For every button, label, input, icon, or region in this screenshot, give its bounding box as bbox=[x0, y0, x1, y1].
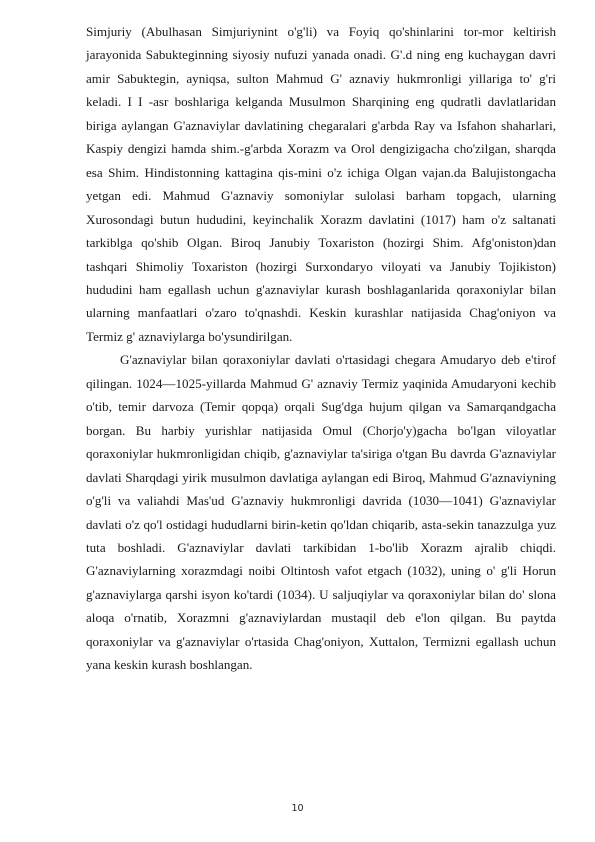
document-page bbox=[86, 20, 556, 677]
paragraph-1: Simjuriy (Abulhasan Simjuriynint o'g'li) va Foyiq qo'shinlarini tor-mor keltirish jarayonida Sabukteginning siyosiy nufuzi yanada onadi. G'.d ning eng kuchaygan davri amir Sabuktegin, ayniqsa, sulton Mahmud G' aznaviy hukmronligi yillariga to' g'ri keladi. I I -asr boshlariga kelganda Musulmon Sharqining eng qudratli davlatlaridan biriga aylangan G'aznaviylar davlatining chegaralari g'arbda Ray va Isfahon shaharlari, Kaspiy dengizi hamda shim.-g'arbda Xorazm va Orol dengizigacha cho'zilgan, sharqda esa Shim. Hindistonning kattagina qis-mini o'z ichiga Olgan vajan.da Balujistongacha yetgan edi. Mahmud G'aznaviy somoniylar sulolasi barham topgach, ularning Xurosondagi butun hududini, keyinchalik Xorazm davlatini (1017) ham o'z saltanati tarkiblga qo'shib Olgan. Biroq Janubiy Toxariston (hozirgi Shim. Afg'oniston)dan tashqari Shimoliy Toxariston (hozirgi Surxondaryo viloyati va Janubiy Tojikiston) hududini ham egallash uchun g'aznaviylar kurash boshlaganlarida qoraxoniylar bilan ularning manfaatlari o'zaro to'qnashdi. Keskin kurashlar natijasida Chag'oniyon va Termiz g' aznaviylarga bo'ysundirilgan. bbox=[86, 24, 556, 344]
page-number: 10 bbox=[291, 803, 304, 814]
paragraph-2: G'aznaviylar bilan qoraxoniylar davlati o'rtasidagi chegara Amudaryo deb e'tirof qilingan. 1024—1025-yillarda Mahmud G' aznaviy Termiz yaqinida Amudaryoni kechib o'tib, temir darvoza (Temir qopqa) orqali Sug'dga hujum qilgan va Samarqandgacha borgan. Bu harbiy yurishlar natijasida Omul (Chorjo'y)gacha bo'lgan viloyatlar qoraxoniylar hukmronligidan chiqib, g'aznaviylar ta'siriga o'tgan Bu davrda G'aznaviylar davlati Sharqdagi yirik musulmon davlatiga aylangan edi Biroq, Mahmud G'aznaviyning o'g'li va valiahdi Mas'ud G'aznaviy hukmronligi davrida (1030—1041) G'aznaviylar davlati o'z qo'l ostidagi hududlarni birin-ketin qo'ldan chiqarib, asta-sekin tanazzulga yuz tuta boshladi. G'aznaviylar davlati tarkibidan 1-bo'lib Xorazm ajralib chiqdi. G'aznaviylarning xorazmdagi noibi Oltintosh vafot etgach (1032), uning o' g'li Horun g'aznaviylarga qarshi isyon ko'tardi (1034). U saljuqiylar va qoraxoniylar bilan do' slona aloqa o'rnatib, Xorazmni g'aznaviylardan mustaqil deb e'lon qilgan. Bu paytda qoraxoniylar va g'aznaviylar o'rtasida Chag'oniyon, Xuttalon, Termizni egallash uchun yana keskin kurash boshlangan. bbox=[86, 352, 556, 673]
